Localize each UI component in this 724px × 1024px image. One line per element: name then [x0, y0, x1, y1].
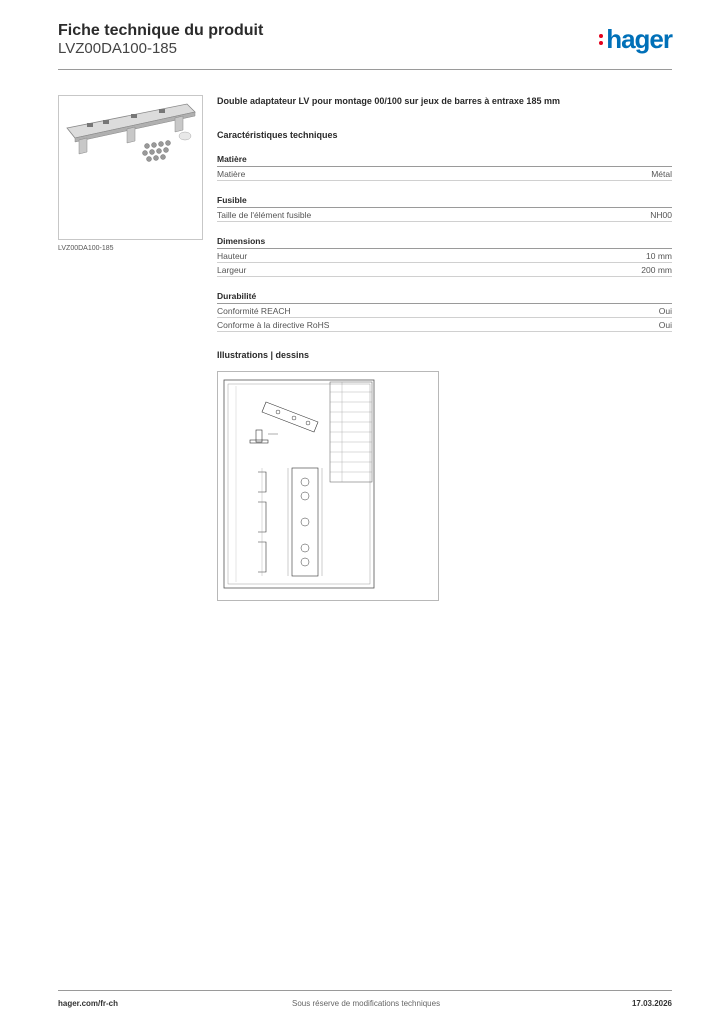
spec-label: Conforme à la directive RoHS — [217, 320, 330, 330]
footer-date: 17.03.2026 — [631, 999, 672, 1008]
logo-dots-icon — [599, 26, 604, 48]
logo-text: hager — [606, 24, 672, 54]
footer-website-link[interactable]: hager.com/fr-ch — [58, 999, 119, 1008]
spec-label: Taille de l'élément fusible — [217, 210, 312, 220]
spec-group-material — [217, 154, 672, 181]
illustrations-title: Illustrations | dessins — [217, 350, 310, 360]
spec-group-title: Matière — [217, 154, 672, 167]
spec-label: Hauteur — [217, 251, 248, 261]
spec-group-title: Fusible — [217, 195, 672, 208]
spec-group-durability — [217, 291, 672, 332]
spec-value: Oui — [658, 306, 672, 316]
spec-row — [217, 249, 672, 263]
spec-row — [217, 208, 672, 222]
spec-value: 200 mm — [641, 265, 672, 275]
spec-row — [217, 263, 672, 277]
spec-value: Oui — [658, 320, 672, 330]
spec-row — [217, 167, 672, 181]
technical-drawing — [217, 371, 439, 601]
spec-label: Largeur — [217, 265, 247, 275]
spec-label: Conformité REACH — [217, 306, 291, 316]
document-title: Fiche technique du produit — [58, 22, 264, 39]
spec-value: 10 mm — [646, 251, 672, 261]
page-footer — [58, 990, 672, 1014]
spec-value: NH00 — [650, 210, 672, 220]
product-reference: LVZ00DA100-185 — [58, 40, 177, 57]
hager-logo — [599, 24, 672, 55]
footer-disclaimer: Sous réserve de modifications techniques — [292, 999, 441, 1008]
technical-drawing-icon — [218, 372, 438, 600]
spec-group-fuse — [217, 195, 672, 222]
photo-caption: LVZ00DA100-185 — [58, 245, 114, 252]
main-content — [217, 96, 672, 360]
page-header — [58, 22, 672, 70]
spec-group-dimensions — [217, 236, 672, 277]
spec-label: Matière — [217, 169, 246, 179]
specs-title: Caractéristiques techniques — [217, 130, 338, 140]
product-photo — [58, 95, 203, 240]
busbar-adapter-image-icon — [59, 96, 202, 239]
spec-group-title: Durabilité — [217, 291, 672, 304]
product-description: Double adaptateur LV pour montage 00/100 sur jeux de barres à entraxe 185 mm — [217, 96, 560, 106]
spec-group-title: Dimensions — [217, 236, 672, 249]
spec-value: Métal — [651, 169, 672, 179]
spec-row — [217, 304, 672, 318]
spec-row — [217, 318, 672, 332]
